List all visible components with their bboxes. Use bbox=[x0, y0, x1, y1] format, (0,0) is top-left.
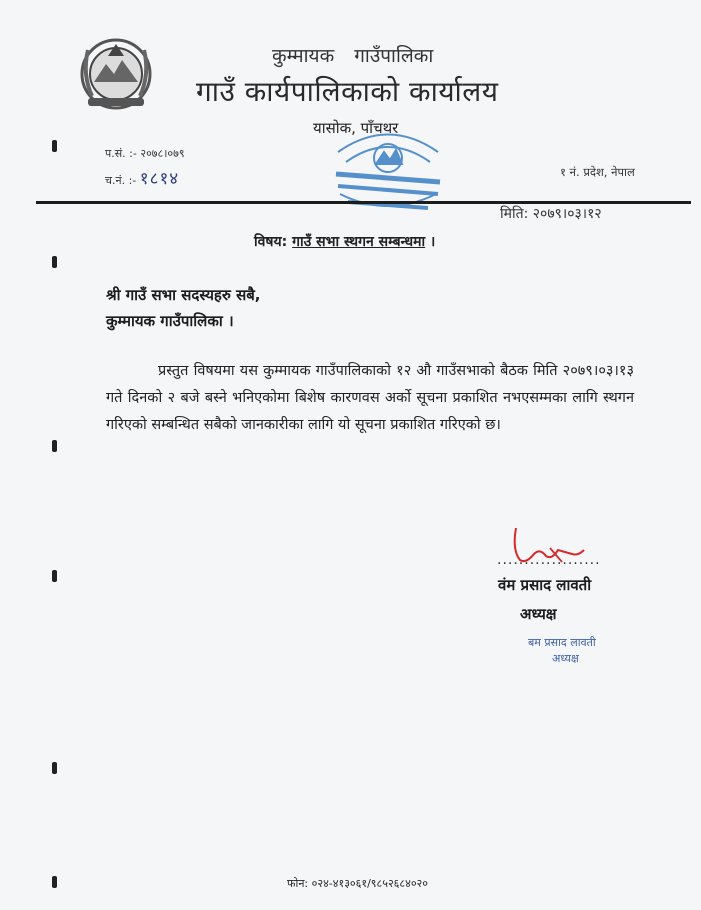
subject-text: गाउँ सभा स्थगन सम्बन्धमा bbox=[292, 234, 426, 250]
subject-line bbox=[254, 232, 435, 251]
addressee-line2: कुम्मायक गाउँपालिका । bbox=[106, 312, 234, 330]
subject-label: विषय: bbox=[254, 234, 288, 250]
subject-end: । bbox=[429, 234, 436, 250]
office-seal-stamp-icon bbox=[318, 122, 458, 222]
ref-cn bbox=[105, 166, 179, 189]
title-stamp: अध्यक्ष bbox=[552, 652, 579, 665]
office-location: यासोक, पाँचथर bbox=[313, 119, 399, 137]
ref-ps: प.सं. :- २०७८।०७९ bbox=[105, 147, 185, 160]
nepal-emblem-icon bbox=[68, 30, 164, 116]
footer-phone: फोन: ०२४-४१३०६१/९८५२६८४०२० bbox=[287, 877, 428, 890]
office-title: गाउँ कार्यपालिकाको कार्यालय bbox=[196, 75, 499, 108]
ref-cn-number: १८१४ bbox=[139, 169, 180, 189]
name-stamp: बम प्रसाद लावती bbox=[528, 636, 596, 649]
binder-hole bbox=[52, 440, 57, 452]
binder-hole bbox=[52, 570, 57, 582]
signature-dots: ................... bbox=[497, 552, 601, 568]
letter-body: प्रस्तुत विषयमा यस कुम्मायक गाउँपालिकाको १२ औ गाउँसभाको बैठक मिति २०७९।०३।१३ गते दिनको २ बजे बस्ने भनिएकोमा बिशेष कारणवस अर्को सूचना प्रकाशित नभएसम्मका लागि स्थगन गरिएको सम्बन्धित सबैको जानकारीका लागि यो सूचना प्रकाशित गरिएको छ। bbox=[106, 363, 634, 433]
signatory-name: वंम प्रसाद लावती bbox=[498, 576, 592, 594]
municipality-name: कुम्मायक गाउँपालिका bbox=[272, 45, 434, 67]
binder-hole bbox=[52, 762, 57, 774]
binder-hole bbox=[52, 876, 57, 888]
province-text: १ नं. प्रदेश, नेपाल bbox=[560, 165, 635, 179]
letter-date: मिति: २०७९।०३।१२ bbox=[500, 206, 602, 222]
binder-hole bbox=[52, 256, 57, 268]
addressee-line1: श्री गाउँ सभा सदस्यहरु सबै, bbox=[106, 286, 261, 304]
signatory-title: अध्यक्ष bbox=[520, 605, 557, 623]
binder-hole bbox=[52, 140, 57, 152]
ref-cn-label: च.नं. :- bbox=[105, 174, 137, 187]
